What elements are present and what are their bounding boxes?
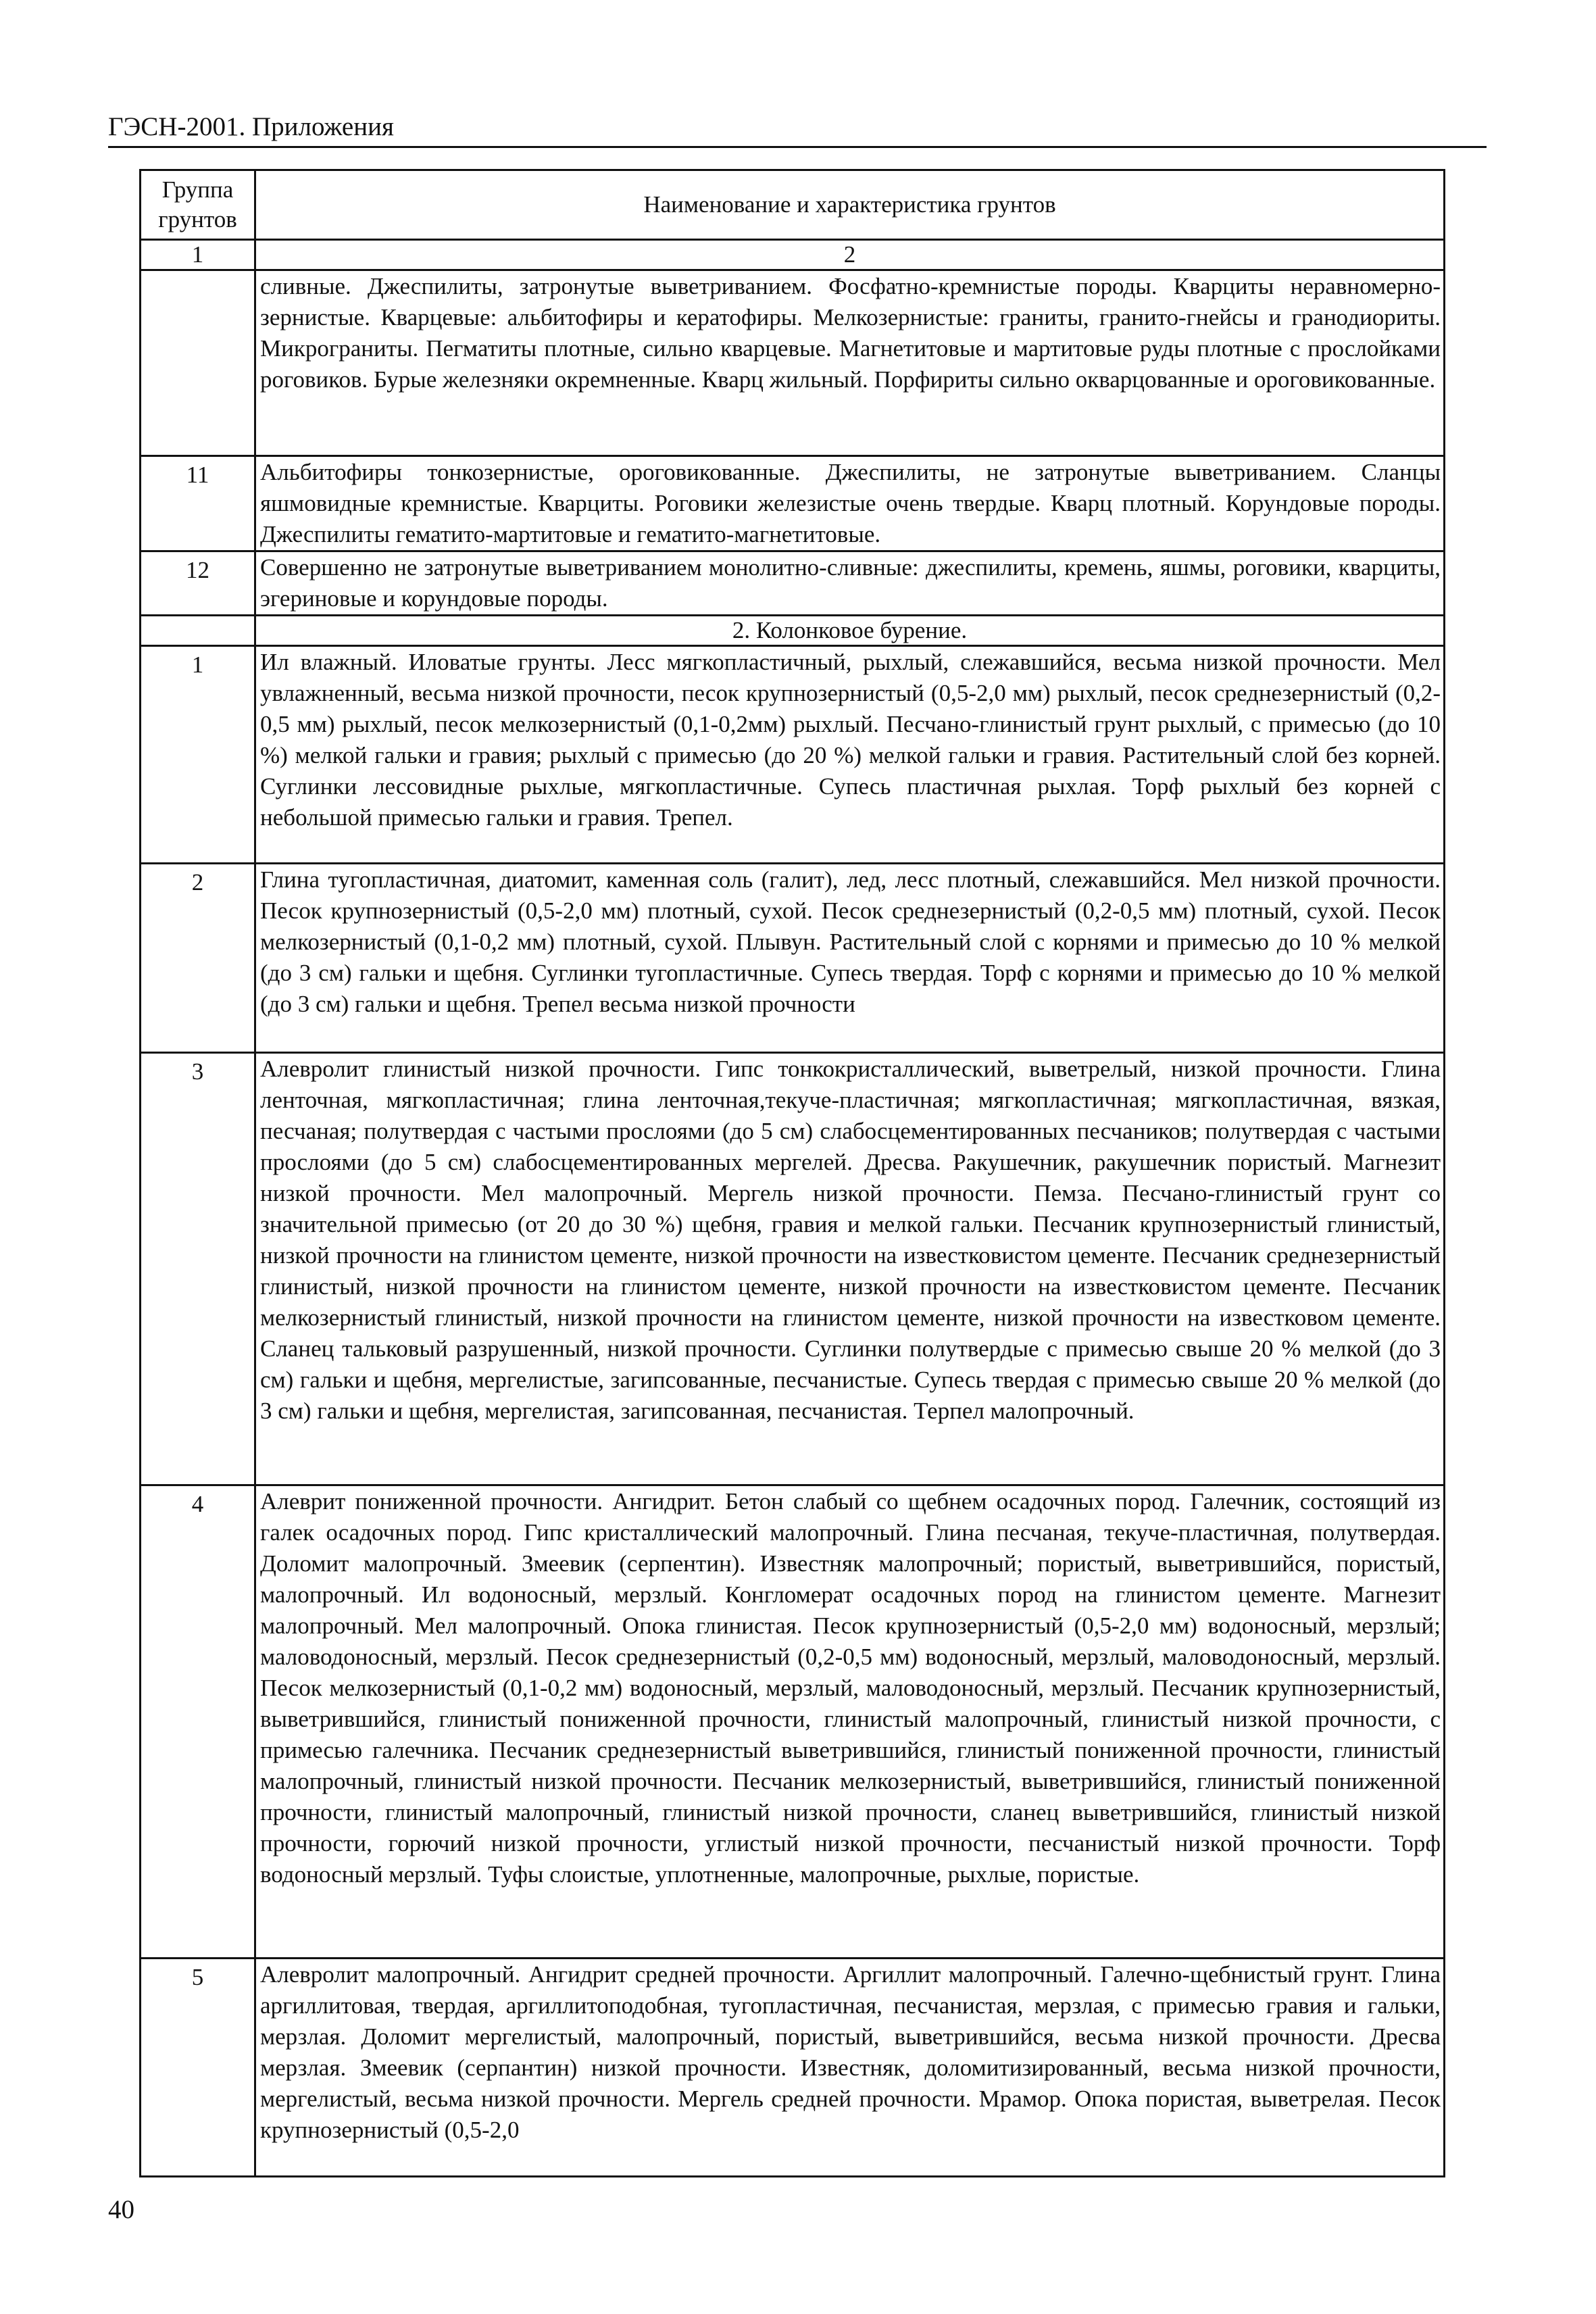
table-row (141, 551, 1445, 616)
header-rule (108, 146, 1487, 148)
group-number: 11 (141, 456, 255, 551)
group-number: 2 (141, 864, 255, 1053)
running-head: ГЭСН-2001. Приложения (108, 112, 394, 141)
section-empty-cell (141, 616, 255, 646)
group-description: Алевролит малопрочный. Ангидрит средней прочности. Аргиллит малопрочный. Галечно-щебнистый грунт. Глина аргиллитовая, твердая, аргиллитоподобная, тугопластичная, песчанистая, мерзлая, с примесью гравия и гальки, мерзлая. Доломит мергелистый, малопрочный, пористый, выветрившийся, весьма низкой прочности. Дресва мерзлая. Змеевик (серпантин) низкой прочности. Известняк, доломитизированный, весьма низкой прочности, мергелистый, весьма низкой прочности. Мергель средней прочности. Мрамор. Опока пористая, выветрелая. Песок крупнозернистый (0,5-2,0 (255, 1959, 1445, 2177)
table-row (141, 270, 1445, 456)
group-description: Совершенно не затронутые выветриванием монолитно-сливные: джеспилиты, кремень, яшмы, роговики, кварциты, эгериновые и корундовые породы. (255, 551, 1445, 616)
table-row (141, 1053, 1445, 1485)
table-row (141, 646, 1445, 864)
group-number: 12 (141, 551, 255, 616)
group-number: 3 (141, 1053, 255, 1485)
group-description: Алеврит пониженной прочности. Ангидрит. Бетон слабый со щебнем осадочных пород. Галечник, состоящий из галек осадочных пород. Гипс кристаллический малопрочный. Глина песчаная, текуче-пластичная, полутвердая. Доломит малопрочный. Змеевик (серпентин). Известняк малопрочный; пористый, выветрившийся, пористый, малопрочный. Ил водоносный, мерзлый. Конгломерат осадочных пород на глинистом цементе. Магнезит малопрочный. Мел малопрочный. Опока глинистая. Песок крупнозернистый (0,5-2,0 мм) водоносный, мерзлый; маловодоносный, мерзлый. Песок среднезернистый (0,2-0,5 мм) водоносный, мерзлый, маловодоносный, мерзлый. Песок мелкозернистый (0,1-0,2 мм) водоносный, мерзлый, маловодоносный, мерзлый. Песчаник крупнозернистый, выветрившийся, глинистый пониженной прочности, глинистый малопрочный, глинистый низкой прочности, с примесью галечника. Песчаник среднезернистый выветрившийся, глинистый пониженной прочности, глинистый малопрочный, глинистый низкой прочности. Песчаник мелкозернистый, выветрившийся, глинистый пониженной прочности, глинистый малопрочный, глинистый низкой прочности, сланец выветрившийся, глинистый низкой прочности, горючий низкой прочности, углистый низкой прочности, песчанистый низкой прочности. Торф водоносный мерзлый. Туфы слоистые, уплотненные, малопрочные, рыхлые, пористые. (255, 1485, 1445, 1959)
soil-groups-table (139, 169, 1445, 2177)
group-number: 5 (141, 1959, 255, 2177)
table-row (141, 1959, 1445, 2177)
col-header-description: Наименование и характеристика грунтов (255, 170, 1445, 240)
group-description: Алевролит глинистый низкой прочности. Гипс тонкокристаллический, выветрелый, низкой прочности. Глина ленточная, мягкопластичная; глина ленточная,текуче-пластичная; мягкопластичная; мягкопластичная, вязкая, песчаная; полутвердая с частыми прослоями (до 5 см) слабосцементированных песчаников; полутвердая с частыми прослоями (до 5 см) слабосцементированных мергелей. Дресва. Ракушечник, ракушечник пористый. Магнезит низкой прочности. Мел малопрочный. Мергель низкой прочности. Пемза. Песчано-глинистый грунт со значительной примесью (от 20 до 30 %) щебня, гравия и мелкой гальки. Песчаник крупнозернистый глинистый, низкой прочности на глинистом цементе, низкой прочности на известковистом цементе. Песчаник среднезернистый глинистый, низкой прочности на глинистом цементе, низкой прочности на известковистом цементе. Песчаник мелкозернистый глинистый, низкой прочности на глинистом цементе, низкой прочности на известковом цементе. Сланец тальковый разрушенный, низкой прочности. Суглинки полутвердые с примесью свыше 20 % мелкой (до 3 см) гальки и щебня, мергелистые, загипсованные, песчанистые. Супесь твердая с примесью свыше 20 % мелкой (до 3 см) гальки и щебня, мергелистая, загипсованная, песчанистая. Терпел малопрочный. (255, 1053, 1445, 1485)
page-number: 40 (108, 2195, 134, 2224)
group-description: сливные. Джеспилиты, затронутые выветриванием. Фосфатно-кремнистые породы. Кварциты неравномерно-зернистые. Кварцевые: альбитофиры и кератофиры. Мелкозернистые: граниты, гранито-гнейсы и гранодиориты. Микрограниты. Пегматиты плотные, сильно кварцевые. Магнетитовые и мартитовые руды плотные с прослойками роговиков. Бурые железняки окремненные. Кварц жильный. Порфириты сильно окварцованные и ороговикованные. (255, 270, 1445, 456)
group-description: Альбитофиры тонкозернистые, ороговикованные. Джеспилиты, не затронутые выветриванием. Сланцы яшмовидные кремнистые. Кварциты. Роговики железистые очень твердые. Кварц плотный. Корундовые породы. Джеспилиты гематито-мартитовые и гематито-магнетитовые. (255, 456, 1445, 551)
table-row (141, 456, 1445, 551)
group-number (141, 270, 255, 456)
col-index-1: 1 (141, 240, 255, 270)
col-index-2: 2 (255, 240, 1445, 270)
table-row (141, 864, 1445, 1053)
table-row (141, 1485, 1445, 1959)
group-number: 1 (141, 646, 255, 864)
table-header-row (141, 170, 1445, 240)
column-index-row (141, 240, 1445, 270)
group-number: 4 (141, 1485, 255, 1959)
section-title: 2. Колонковое бурение. (255, 616, 1445, 646)
group-description: Глина тугопластичная, диатомит, каменная соль (галит), лед, лесс плотный, слежавшийся. Мел низкой прочности. Песок крупнозернистый (0,5-2,0 мм) плотный, сухой. Песок среднезернистый (0,2-0,5 мм) плотный, сухой. Песок мелкозернистый (0,1-0,2 мм) плотный, сухой. Плывун. Растительный слой с корнями и примесью до 10 % мелкой (до 3 см) гальки и щебня. Суглинки тугопластичные. Супесь твердая. Торф с корнями и примесью до 10 % мелкой (до 3 см) гальки и щебня. Трепел весьма низкой прочности (255, 864, 1445, 1053)
col-header-group: Группа грунтов (141, 170, 255, 240)
group-description: Ил влажный. Иловатые грунты. Лесс мягкопластичный, рыхлый, слежавшийся, весьма низкой прочности. Мел увлажненный, весьма низкой прочности, песок крупнозернистый (0,5-2,0 мм) рыхлый, песок среднезернистый (0,2-0,5 мм) рыхлый, песок мелкозернистый (0,1-0,2мм) рыхлый. Песчано-глинистый грунт рыхлый, с примесью (до 10 %) мелкой гальки и гравия; рыхлый с примесью (до 20 %) мелкой гальки и гравия. Растительный слой без корней. Суглинки лессовидные рыхлые, мягкопластичные. Супесь пластичная рыхлая. Торф рыхлый без корней с небольшой примесью гальки и гравия. Трепел. (255, 646, 1445, 864)
section-row (141, 616, 1445, 646)
